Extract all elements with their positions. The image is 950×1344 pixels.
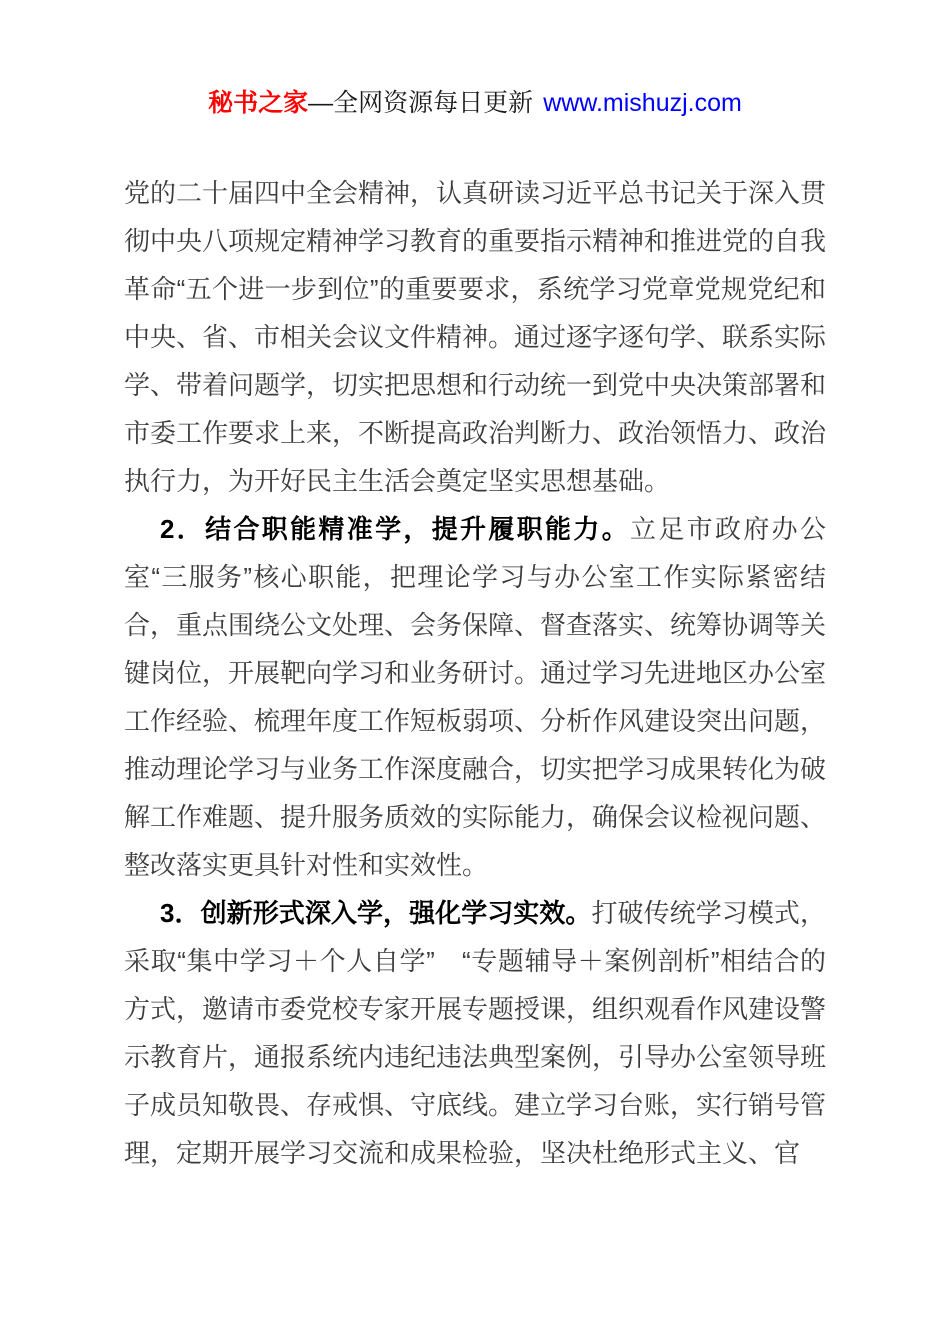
- paragraph: [124, 889, 826, 1177]
- document-body: [124, 169, 826, 1177]
- paragraph-text: 立足市政府办公室“三服务”核心职能，把理论学习与办公室工作实际紧密结合，重点围绕公文处理、会务保障、督查落实、统筹协调等关键岗位，开展靶向学习和业务研讨。通过学习先进地区办公室工作经验、梳理年度工作短板弱项、分析作风建设突出问题，推动理论学习与业务工作深度融合，切实把学习成果转化为破解工作难题、提升服务质效的实际能力，确保会议检视问题、整改落实更具针对性和实效性。: [124, 514, 827, 880]
- paragraph-lead: 2．结合职能精准学，提升履职能力。: [160, 514, 631, 544]
- paragraph-text: 党的二十届四中全会精神，认真研读习近平总书记关于深入贯彻中央八项规定精神学习教育的重要指示精神和推进党的自我革命“五个进一步到位”的重要要求，系统学习党章党规党纪和中央、省、市相关会议文件精神。通过逐字逐句学、联系实际学、带着问题学，切实把思想和行动统一到党中央决策部署和市委工作要求上来，不断提高政治判断力、政治领悟力、政治执行力，为开好民主生活会奠定坚实思想基础。: [124, 178, 827, 496]
- paragraph: [124, 505, 826, 889]
- site-url-link[interactable]: www.mishuzj.com: [543, 89, 742, 117]
- site-name: 秘书之家: [208, 89, 309, 117]
- page-header: [0, 0, 950, 120]
- paragraph: [124, 169, 826, 505]
- paragraph-text: 打破传统学习模式，采取“集中学习＋个人自学” “专题辅导＋案例剖析”相结合的方式，邀请市委党校专家开展专题授课，组织观看作风建设警示教育片，通报系统内违纪违法典型案例，引导办公室领导班子成员知敬畏、存戒惧、守底线。建立学习台账，实行销号管理，定期开展学习交流和成果检验，坚决杜绝形式主义、官: [124, 898, 827, 1168]
- header-dash: —: [308, 89, 334, 117]
- paragraph-lead: 3．创新形式深入学，强化学习实效。: [160, 898, 592, 928]
- header-tagline: 全网资源每日更新: [333, 89, 534, 117]
